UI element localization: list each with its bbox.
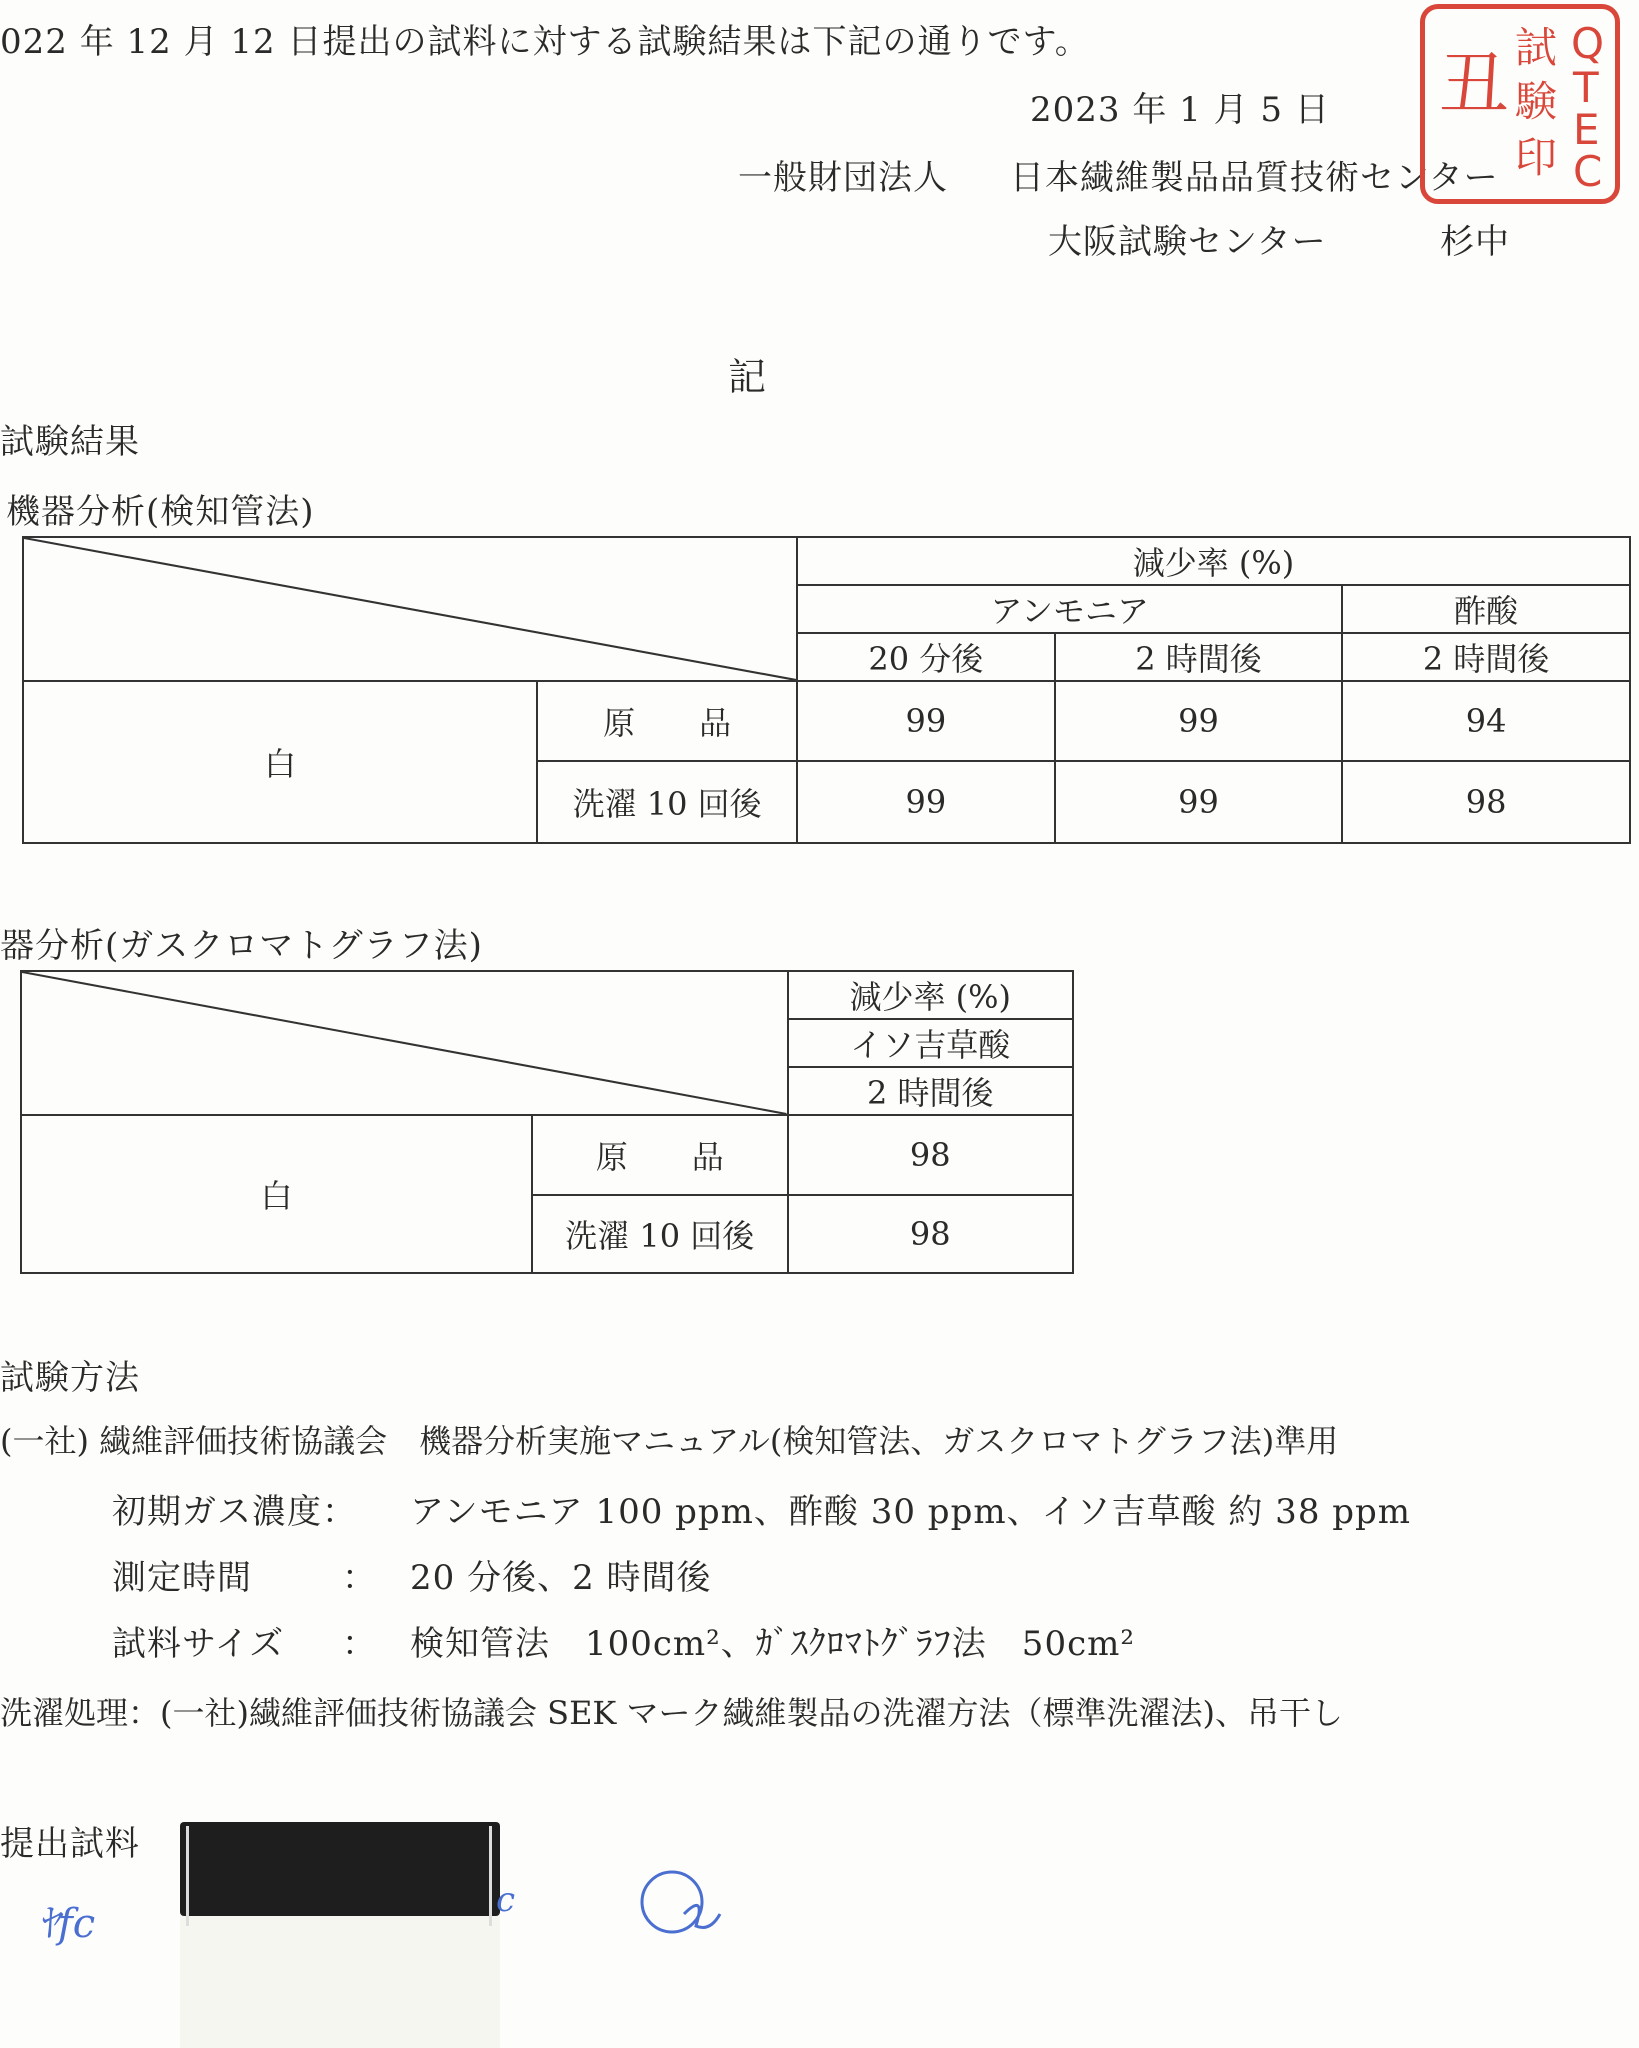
wash-treatment: 洗濯処理：(一社)繊維評価技術協議会 SEK マーク繊維製品の洗濯方法（標準洗濯法)、吊干し bbox=[0, 1694, 1343, 1732]
gas-value: アンモニア 100 ppm、酢酸 30 ppm、イソ吉草酸 約 38 ppm bbox=[410, 1492, 1412, 1532]
table-cell: 94 bbox=[1342, 681, 1630, 761]
sample-heading: 提出試料 bbox=[0, 1824, 140, 1864]
org-name: 日本繊維製品品質技術センター bbox=[1010, 158, 1499, 198]
size-label: 試料サイズ bbox=[112, 1624, 285, 1664]
header-reduction: 減少率 (%) bbox=[788, 971, 1073, 1019]
header-diagonal-cell bbox=[21, 971, 788, 1115]
header-diagonal-cell bbox=[23, 537, 797, 681]
person-name: 杉中 bbox=[1440, 222, 1510, 262]
header-2h-ammonia: 2 時間後 bbox=[1055, 633, 1343, 681]
report-date: 2023 年 1 月 5 日 bbox=[1030, 90, 1330, 130]
section1-title: 機器分析(検知管法) bbox=[6, 492, 315, 532]
table-cell: 99 bbox=[1055, 761, 1343, 843]
method-heading: 試験方法 bbox=[0, 1358, 140, 1398]
row-group-white: 白 bbox=[21, 1115, 532, 1273]
results-heading: 試験結果 bbox=[0, 422, 140, 462]
row-group-white: 白 bbox=[23, 681, 537, 843]
header-2h-acetic: 2 時間後 bbox=[1342, 633, 1630, 681]
checker-initial-mark: c bbox=[496, 1880, 516, 1920]
reviewer-initial-mark: ﾔfc bbox=[38, 1901, 96, 1947]
header-acetic: 酢酸 bbox=[1342, 585, 1630, 633]
header-ammonia: アンモニア bbox=[797, 585, 1342, 633]
method-line: (一社) 繊維評価技術協議会 機器分析実施マニュアル(検知管法、ガスクロマトグラフ法)準用 bbox=[0, 1422, 1339, 1460]
table-cell: 98 bbox=[788, 1115, 1073, 1195]
table-cell: 98 bbox=[1342, 761, 1630, 843]
size-colon: ： bbox=[342, 1624, 377, 1664]
section2-title: 器分析(ガスクロマトグラフ法) bbox=[0, 926, 483, 966]
qa-signature-mark bbox=[636, 1862, 732, 1942]
header-2h: 2 時間後 bbox=[788, 1067, 1073, 1115]
table-cell: 99 bbox=[1055, 681, 1343, 761]
header-20min: 20 分後 bbox=[797, 633, 1055, 681]
company-seal: 試 験 印 丑 Q T E C bbox=[1420, 4, 1620, 204]
header-reduction: 減少率 (%) bbox=[797, 537, 1630, 585]
row-original-label: 原 品 bbox=[537, 681, 797, 761]
row-washed-label: 洗濯 10 回後 bbox=[537, 761, 797, 843]
table-cell: 99 bbox=[797, 761, 1055, 843]
intro-text: 022 年 12 月 12 日提出の試料に対する試験結果は下記の通りです。 bbox=[0, 22, 1090, 62]
org-type: 一般財団法人 bbox=[738, 158, 948, 198]
table-cell: 98 bbox=[788, 1195, 1073, 1273]
time-colon: ： bbox=[342, 1558, 377, 1598]
time-label: 測定時間 bbox=[112, 1558, 252, 1598]
gas-chromatography-results-table bbox=[20, 970, 1074, 1274]
fabric-sample-image bbox=[180, 1822, 500, 2048]
time-value: 20 分後、2 時間後 bbox=[410, 1558, 712, 1598]
detector-tube-results-table bbox=[22, 536, 1631, 844]
header-isovaleric: イソ吉草酸 bbox=[788, 1019, 1073, 1067]
size-value: 検知管法 100cm²、ｶﾞｽｸﾛﾏﾄｸﾞﾗﾌ法 50cm² bbox=[410, 1624, 1135, 1664]
row-washed-label: 洗濯 10 回後 bbox=[532, 1195, 788, 1273]
gas-label: 初期ガス濃度： bbox=[112, 1492, 357, 1532]
table-cell: 99 bbox=[797, 681, 1055, 761]
ki-heading: 記 bbox=[728, 355, 767, 399]
row-original-label: 原 品 bbox=[532, 1115, 788, 1195]
branch-name: 大阪試験センター bbox=[1048, 222, 1327, 262]
